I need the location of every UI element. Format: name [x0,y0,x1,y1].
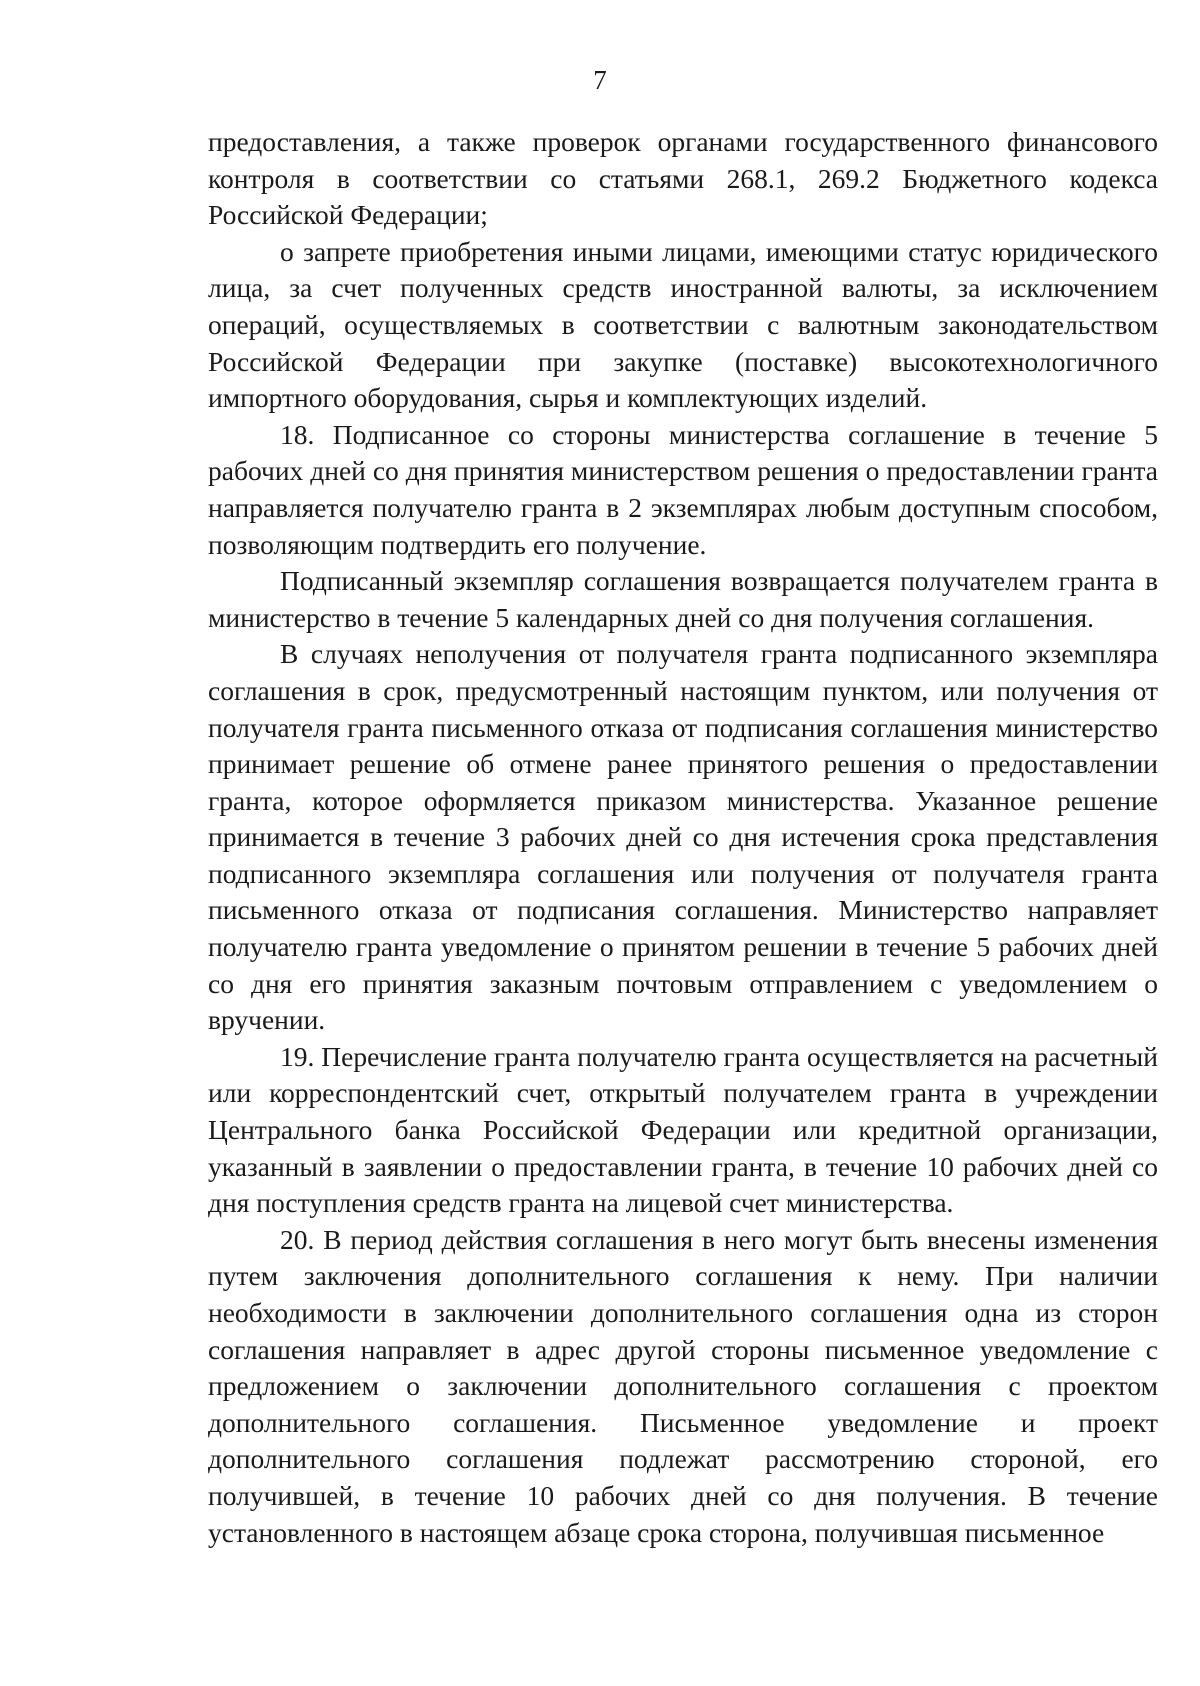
document-body [208,124,1158,1551]
paragraph-3-item-18: 18. Подписанное со стороны министерства соглашение в течение 5 рабочих дней со дня принятия министерством решения о предоставлении гранта направляется получателю гранта в 2 экземплярах любым доступным способом, позволяющим подтвердить его получение. [208,418,1158,560]
paragraph-6-item-19: 19. Перечисление гранта получателю гранта осуществляется на расчетный или корреспондентский счет, открытый получателем гранта в учреждении Центрального банка Российской Федерации или кредитной организации, указанный в заявлении о предоставлении гранта, в течение 10 рабочих дней со дня поступления средств гранта на лицевой счет министерства. [208,1040,1158,1219]
paragraph-4: Подписанный экземпляр соглашения возвращается получателем гранта в министерство в течение 5 календарных дней со дня получения соглашения. [208,565,1158,633]
paragraph-5: В случаях неполучения от получателя гранта подписанного экземпляра соглашения в срок, предусмотренный настоящим пунктом, или получения от получателя гранта письменного отказа от подписания соглашения министерство принимает решение об отмене ранее принятого решения о предоставлении гранта, которое оформляется приказом министерства. Указанное решение принимается в течение 3 рабочих дней со дня истечения срока представления подписанного экземпляра соглашения или получения от получателя гранта письменного отказа от подписания соглашения. Министерство направляет получателю гранта уведомление о принятом решении в течение 5 рабочих дней со дня его принятия заказным почтовым отправлением с уведомлением о вручении. [208,638,1158,1036]
paragraph-2: о запрете приобретения иными лицами, имеющими статус юридического лица, за счет полученных средств иностранной валюты, за исключением операций, осуществляемых в соответствии с валютным законодательством Российской Федерации при закупке (поставке) высокотехнологичного импортного оборудования, сырья и комплектующих изделий. [208,235,1158,414]
paragraph-1: предоставления, а также проверок органами государственного финансового контроля в соответствии со статьями 268.1, 269.2 Бюджетного кодекса Российской Федерации; [208,126,1158,231]
paragraph-7-item-20: 20. В период действия соглашения в него могут быть внесены изменения путем заключения дополнительного соглашения к нему. При наличии необходимости в заключении дополнительного соглашения одна из сторон соглашения направляет в адрес другой стороны письменное уведомление с предложением о заключении дополнительного соглашения с проектом дополнительного соглашения. Письменное уведомление и проект дополнительного соглашения подлежат рассмотрению стороной, его получившей, в течение 10 рабочих дней со дня получения. В течение установленного в настоящем абзаце срока сторона, получившая письменное [208,1223,1158,1548]
page-number: 7 [593,65,607,95]
